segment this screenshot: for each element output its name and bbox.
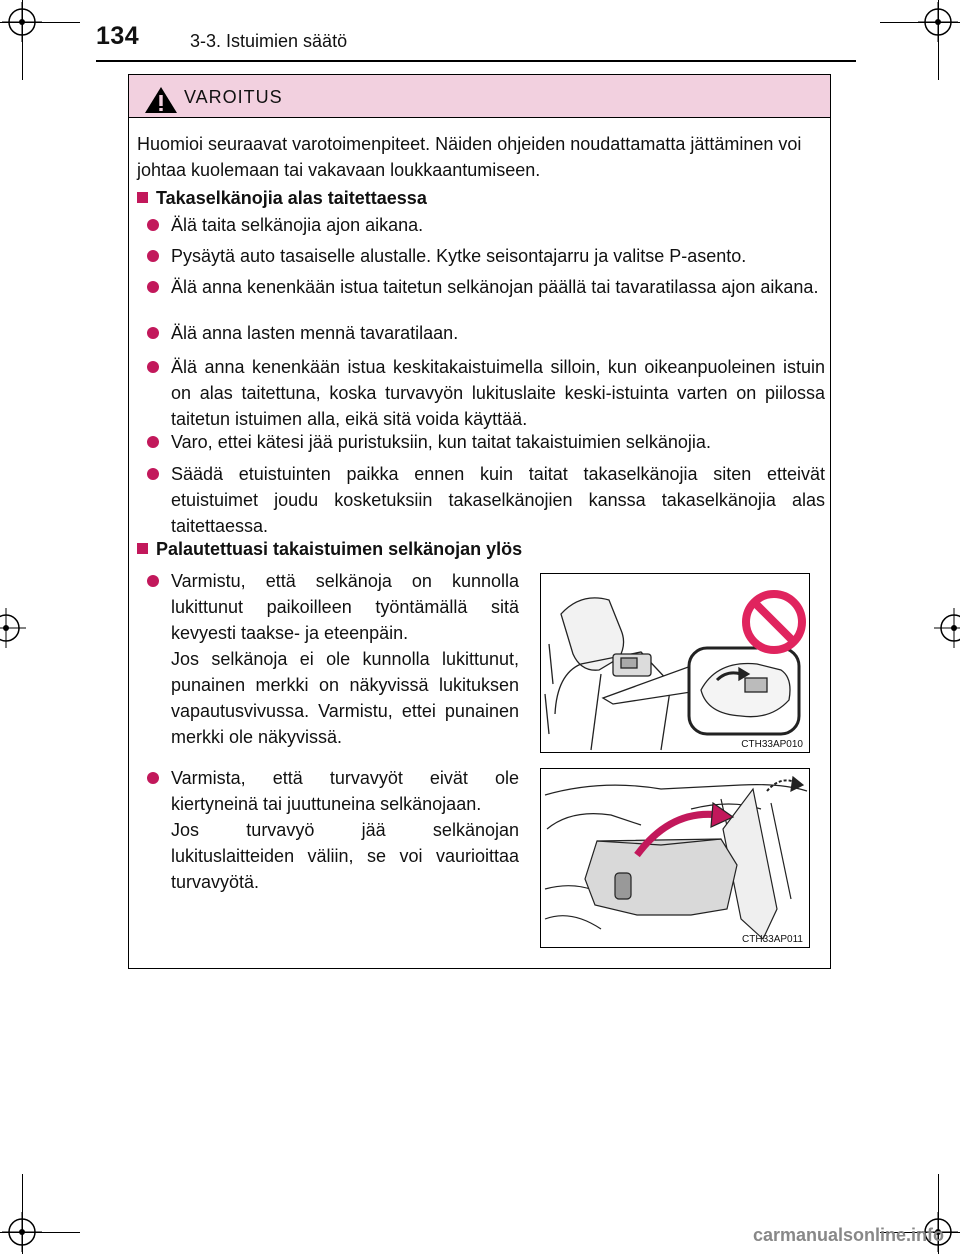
figure-seatbelt-folding <box>540 768 810 948</box>
list-item-text: Varmista, että turvavyöt eivät ole kiertyneinä tai juuttuneina selkänojaan. Jos turvavyö jää selkänojan lukituslaitteiden väliin, se voi vaurioittaa turvavyötä. <box>171 768 519 892</box>
list-item <box>147 461 825 539</box>
list-item <box>147 274 825 300</box>
header-rule <box>96 60 856 62</box>
list-item <box>147 429 825 455</box>
page-number: 134 <box>96 22 140 50</box>
section-heading <box>137 185 427 211</box>
bullet-dot-icon <box>147 772 159 784</box>
bullet-dot-icon <box>147 219 159 231</box>
bullet-dot-icon <box>147 575 159 587</box>
square-bullet-icon <box>137 192 148 203</box>
list-item <box>147 212 825 238</box>
list-item-text: Varmistu, että selkänoja on kunnolla lukittunut paikoilleen työntämällä sitä kevyesti taakse- ja eteenpäin. Jos selkänoja ei ole kunnolla lukittunut, punainen merkki on näkyvissä lukituksen vapautusvivussa. Varmistu, ettei punainen merkki ole näkyvissä. <box>171 571 519 747</box>
watermark: carmanualsonline.info <box>752 1225 944 1245</box>
list-item <box>147 354 825 432</box>
list-item-text: Älä anna lasten mennä tavaratilaan. <box>171 323 459 343</box>
figure-code: CTH33AP011 <box>742 934 803 945</box>
registration-mark-icon <box>918 2 958 42</box>
registration-mark-icon <box>2 1212 42 1252</box>
section-heading-text: Palautettuasi takaistuimen selkänojan ylös <box>156 539 523 559</box>
warning-intro: Huomioi seuraavat varotoimenpiteet. Näiden ohjeiden noudattamatta jättäminen voi johtaa kuolemaan tai vakavaan loukkaantumiseen. <box>137 134 802 180</box>
list-item <box>147 568 519 750</box>
list-item-text: Älä taita selkänojia ajon aikana. <box>171 215 424 235</box>
list-item <box>147 320 825 346</box>
seatback-lock-illustration-icon <box>541 574 809 752</box>
bullet-dot-icon <box>147 436 159 448</box>
square-bullet-icon <box>137 543 148 554</box>
list-item-text: Varo, ettei kätesi jää puristuksiin, kun taitat takaistuimien selkänojia. <box>171 432 711 452</box>
registration-mark-icon <box>0 608 26 648</box>
list-item-text: Pysäytä auto tasaiselle alustalle. Kytke seisontajarru ja valitse P-asento. <box>171 246 747 266</box>
section-heading <box>137 536 522 562</box>
section-heading-text: Takaselkänojia alas taitettaessa <box>156 188 427 208</box>
list-item-text: Säädä etuistuinten paikka ennen kuin taitat takaselkänojia siten etteivät etuistuimet joudu kosketuksiin takaselkänojien kanssa takaselkänojia alas taitettaessa. <box>171 464 825 536</box>
bullet-dot-icon <box>147 361 159 373</box>
warning-header <box>129 75 830 118</box>
list-item <box>147 765 519 895</box>
warning-title: VAROITUS <box>184 87 283 107</box>
figure-code: CTH33AP010 <box>741 739 803 750</box>
bullet-dot-icon <box>147 468 159 480</box>
warning-box <box>128 74 831 969</box>
bullet-dot-icon <box>147 281 159 293</box>
bullet-dot-icon <box>147 327 159 339</box>
section-title: 3-3. Istuimien säätö <box>190 31 348 51</box>
figure-seatback-lock <box>540 573 810 753</box>
prohibited-icon <box>746 594 802 650</box>
seat-folding-illustration-icon <box>541 769 809 947</box>
registration-mark-icon <box>934 608 960 648</box>
list-item-text: Älä anna kenenkään istua taitetun selkänojan päällä tai tavaratilassa ajon aikana. <box>171 277 819 297</box>
registration-mark-icon <box>2 2 42 42</box>
bullet-dot-icon <box>147 250 159 262</box>
warning-triangle-icon <box>144 86 178 114</box>
list-item-text: Älä anna kenenkään istua keskitakaistuimella silloin, kun oikeanpuoleinen istuin on alas taitettuna, koska turvavyön lukituslaite keski-istuinta varten on piilossa taitetun istuimen alla, eikä sitä voida käyttää. <box>171 357 825 429</box>
list-item <box>147 243 825 269</box>
